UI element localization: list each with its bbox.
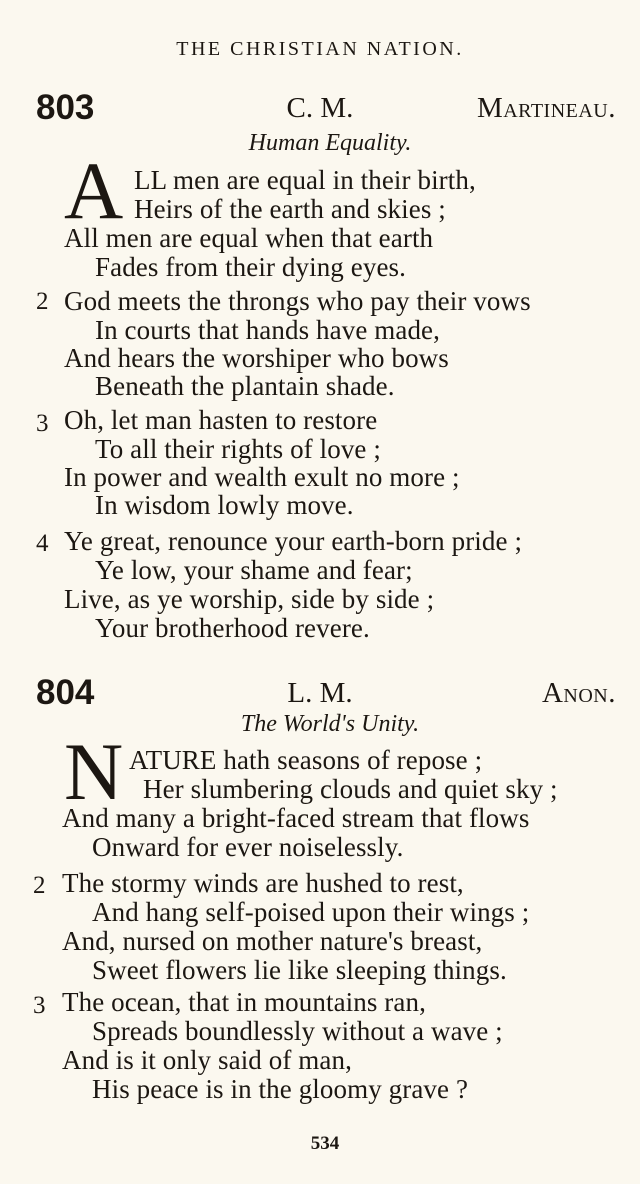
hymn-line: Onward for ever noiselessly. <box>92 832 404 862</box>
hymn-line: Sweet flowers lie like sleeping things. <box>92 955 507 985</box>
hymn-line: The ocean, that in mountains ran, <box>62 987 426 1017</box>
hymn-tune: Martineau. <box>476 92 616 124</box>
hymn-line: And hears the worshiper who bows <box>64 343 449 373</box>
hymn-line: Your brotherhood revere. <box>95 613 370 643</box>
hymn-line: Spreads boundlessly without a wave ; <box>92 1016 503 1046</box>
hymn-line: Beneath the plantain shade. <box>95 371 395 401</box>
hymn-line: In power and wealth exult no more ; <box>64 462 460 492</box>
stanza-number: 2 <box>36 288 49 315</box>
hymn-title: The World's Unity. <box>240 711 420 737</box>
hymn-title: Human Equality. <box>248 130 412 156</box>
stanza-number: 2 <box>33 872 46 899</box>
hymn-line: Fades from their dying eyes. <box>95 252 406 282</box>
hymn-line: To all their rights of love ; <box>95 434 381 464</box>
hymn-line: Live, as ye worship, side by side ; <box>64 584 435 614</box>
hymn-line: Her slumbering clouds and quiet sky ; <box>143 774 558 804</box>
stanza-number: 3 <box>36 410 49 437</box>
hymn-line: LL men are equal in their birth, <box>134 165 476 195</box>
hymn-line: The stormy winds are hushed to rest, <box>62 868 464 898</box>
hymn-meter: C. M. <box>286 92 354 124</box>
hymn-line: Heirs of the earth and skies ; <box>134 194 446 224</box>
hymn-line: All men are equal when that earth <box>64 223 434 253</box>
stanza-number: 3 <box>33 992 46 1019</box>
drop-cap: A <box>64 145 124 236</box>
hymn-line: Oh, let man hasten to restore <box>64 405 378 435</box>
hymn-number: 804 <box>36 673 95 712</box>
hymn-line: And, nursed on mother nature's breast, <box>62 926 483 956</box>
hymn-line: And many a bright-faced stream that flows <box>62 803 530 833</box>
hymn-line: And is it only said of man, <box>62 1045 352 1075</box>
hymn-line: In wisdom lowly move. <box>95 490 354 520</box>
hymn-line: And hang self-poised upon their wings ; <box>92 897 530 927</box>
stanza-number: 4 <box>36 530 49 557</box>
page-number: 534 <box>310 1133 340 1154</box>
hymn-line: In courts that hands have made, <box>95 315 440 345</box>
hymn-line: ATURE hath seasons of repose ; <box>129 745 483 775</box>
hymn-line: His peace is in the gloomy grave ? <box>92 1074 469 1104</box>
running-head: THE CHRISTIAN NATION. <box>176 38 464 60</box>
hymn-number: 803 <box>36 88 95 127</box>
hymn-line: Ye low, your shame and fear; <box>95 555 413 585</box>
hymn-tune: Anon. <box>541 677 616 709</box>
drop-cap: N <box>64 726 124 817</box>
hymn-line: God meets the throngs who pay their vows <box>64 286 531 316</box>
hymn-meter: L. M. <box>287 677 353 709</box>
hymn-header <box>0 673 640 713</box>
hymn-line: Ye great, renounce your earth-born pride ; <box>64 526 523 556</box>
hymn-header <box>0 88 640 128</box>
